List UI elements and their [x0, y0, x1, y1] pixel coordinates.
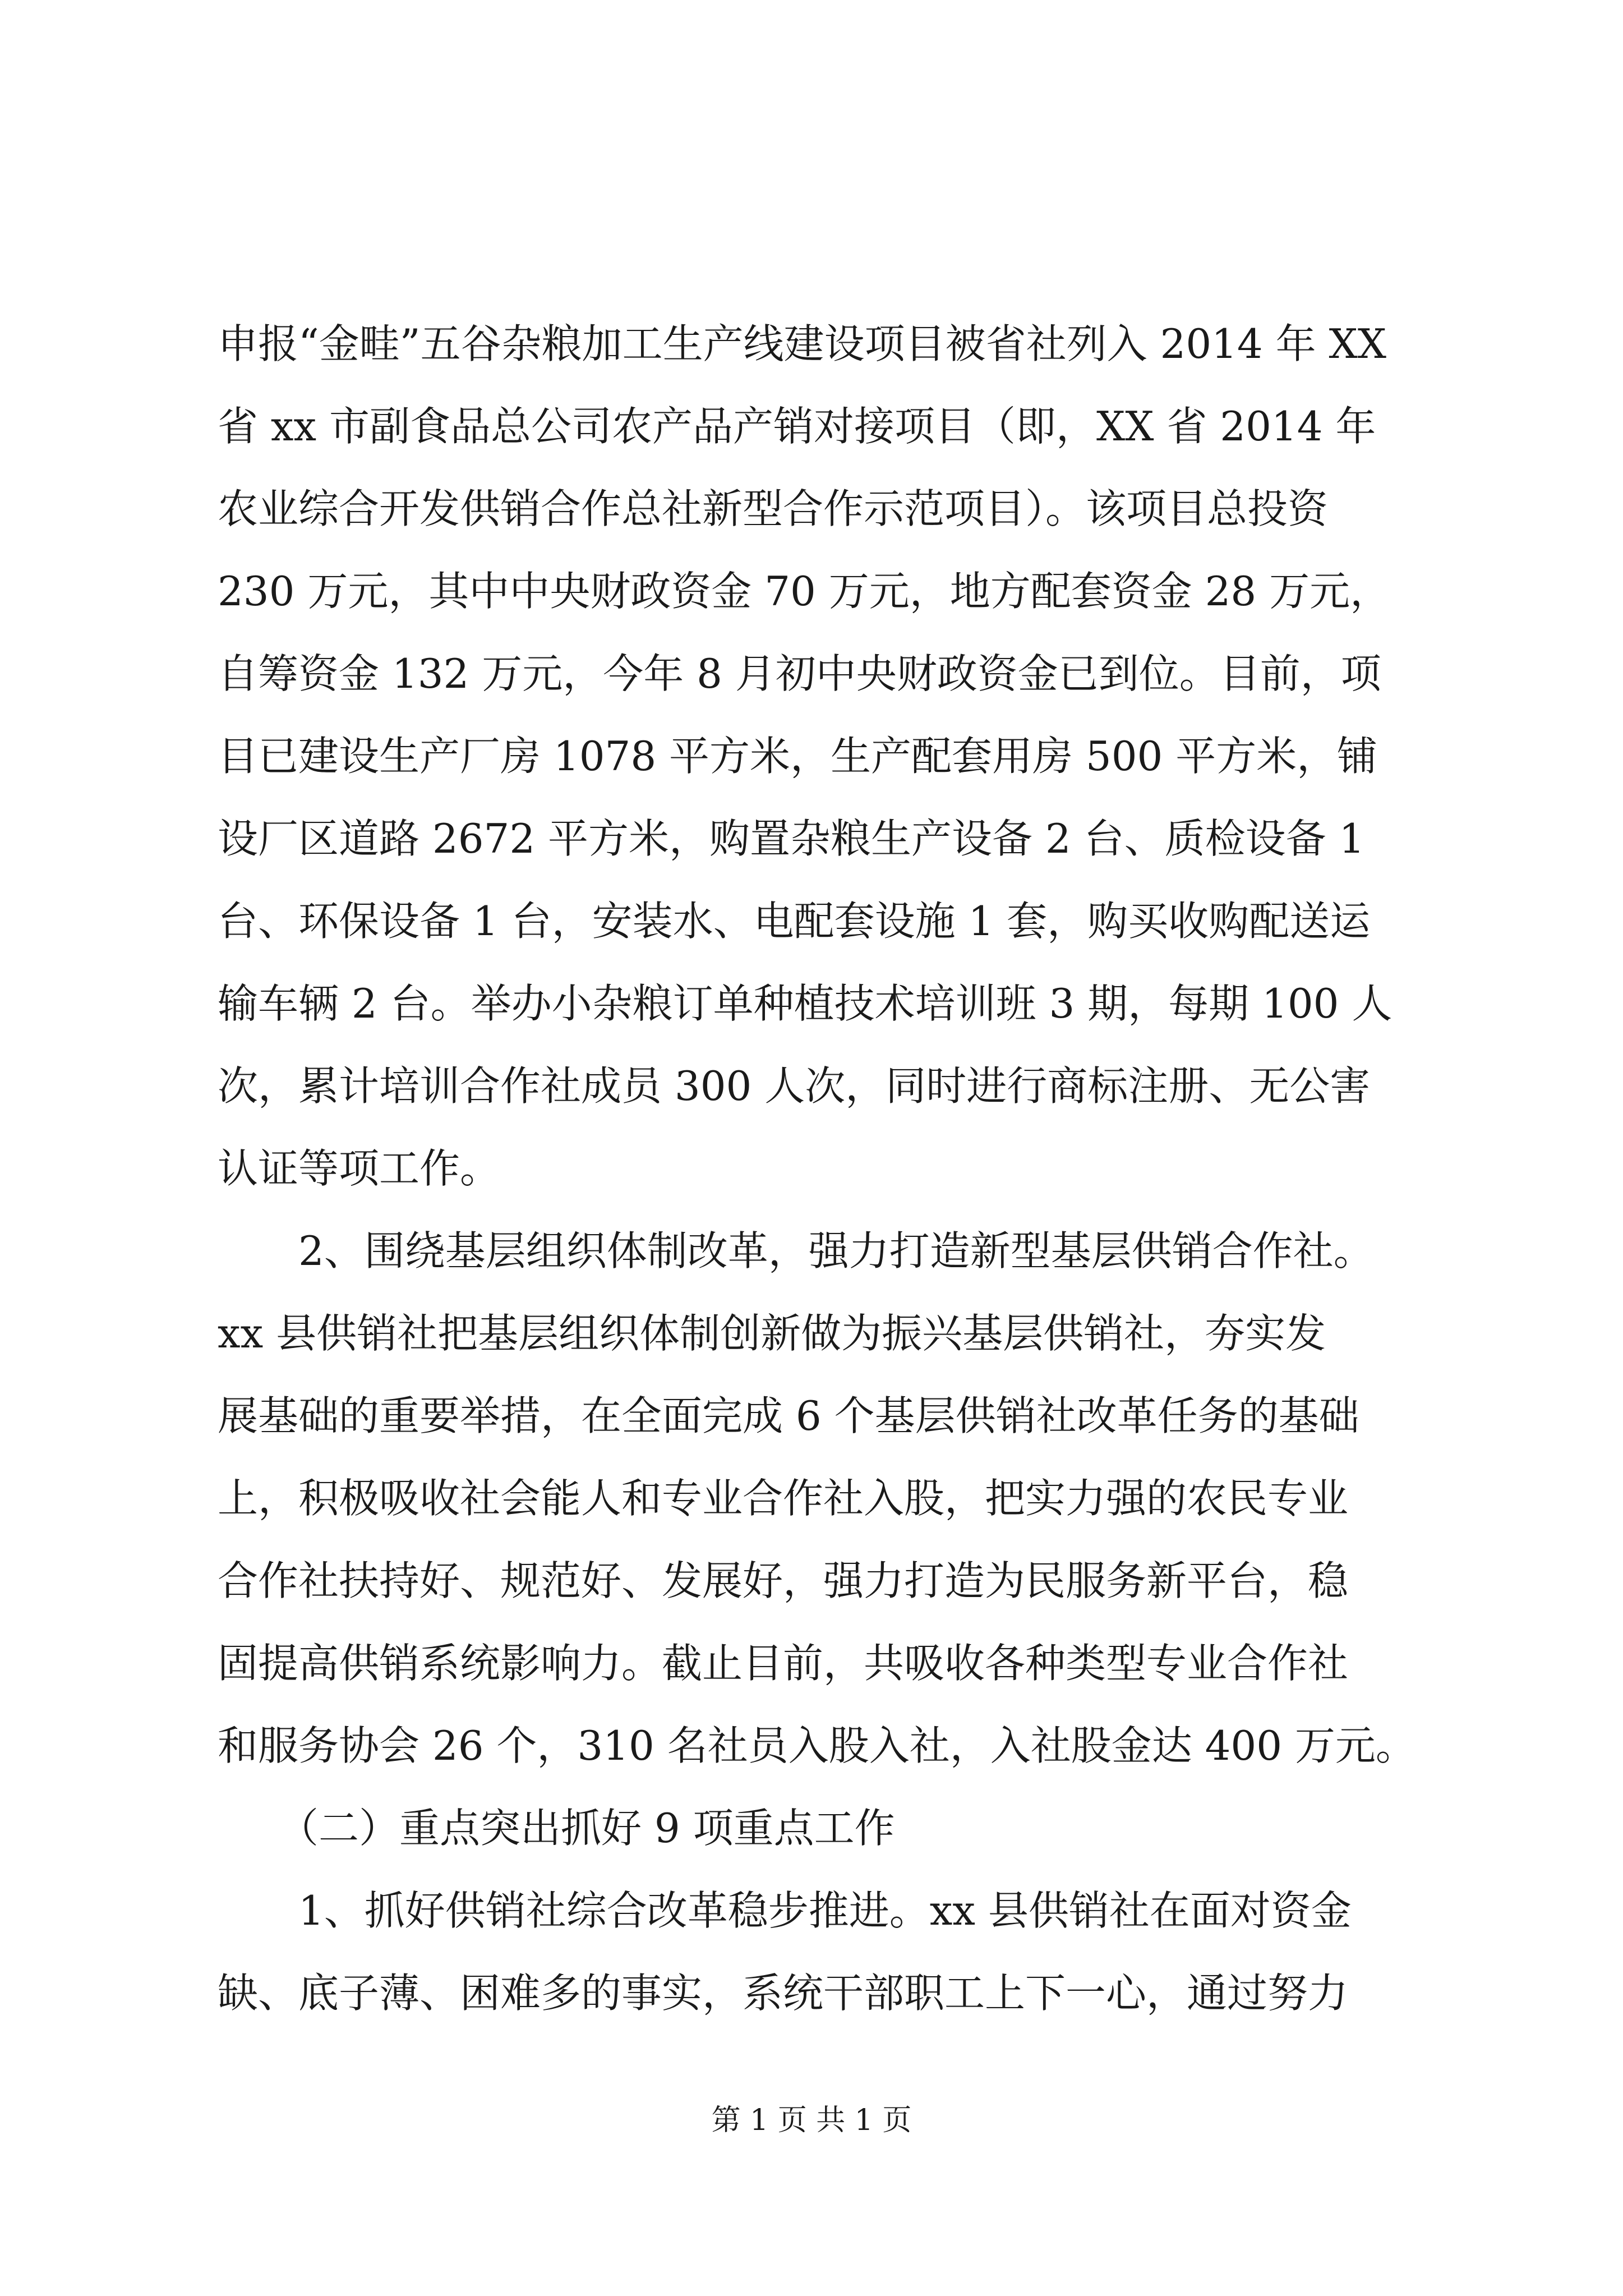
text-line: 1、抓好供销社综合改革稳步推进。xx 县供销社在面对资金 — [218, 1887, 1352, 1934]
text-line: 自筹资金 132 万元，今年 8 月初中央财政资金已到位。目前，项 — [218, 650, 1381, 697]
text-line: 申报“金畦”五谷杂粮加工生产线建设项目被省社列入 2014 年 XX — [218, 320, 1387, 367]
text-line: 设厂区道路 2672 平方米，购置杂粮生产设备 2 台、质检设备 1 — [218, 815, 1365, 862]
text-line: 认证等项工作。 — [218, 1145, 501, 1192]
text-line: 农业综合开发供销合作总社新型合作示范项目）。该项目总投资 — [218, 485, 1329, 532]
text-line: 合作社扶持好、规范好、发展好，强力打造为民服务新平台，稳 — [218, 1557, 1349, 1604]
text-line: 和服务协会 26 个，310 名社员入股入社，入社股金达 400 万元。 — [218, 1722, 1416, 1769]
text-line: 展基础的重要举措，在全面完成 6 个基层供销社改革任务的基础 — [218, 1392, 1359, 1439]
text-line: 输车辆 2 台。举办小杂粮订单种植技术培训班 3 期，每期 100 人 — [218, 980, 1393, 1027]
text-line: 缺、底子薄、困难多的事实，系统干部职工上下一心，通过努力 — [218, 1970, 1349, 2017]
text-line: 台、环保设备 1 台，安装水、电配套设施 1 套，购买收购配送运 — [218, 898, 1371, 945]
text-line: 固提高供销系统影响力。截止目前，共吸收各种类型专业合作社 — [218, 1640, 1349, 1687]
text-line: 省 xx 市副食品总公司农产品产销对接项目（即，XX 省 2014 年 — [218, 403, 1376, 450]
text-line: 2、围绕基层组织体制改革，强力打造新型基层供销合作社。 — [218, 1227, 1374, 1274]
section-heading: （二）重点突出抓好 9 项重点工作 — [218, 1805, 895, 1852]
text-line: xx 县供销社把基层组织体制创新做为振兴基层供销社，夯实发 — [218, 1310, 1326, 1357]
body-text — [218, 303, 1423, 2035]
text-line: 目已建设生产厂房 1078 平方米，生产配套用房 500 平方米，铺 — [218, 733, 1378, 780]
page-number: 第 1 页 共 1 页 — [711, 2104, 912, 2137]
text-line: 230 万元，其中中央财政资金 70 万元，地方配套资金 28 万元， — [218, 568, 1391, 615]
text-line: 次，累计培训合作社成员 300 人次，同时进行商标注册、无公害 — [218, 1062, 1371, 1110]
text-line: 上，积极吸收社会能人和专业合作社入股，把实力强的农民专业 — [218, 1475, 1349, 1522]
